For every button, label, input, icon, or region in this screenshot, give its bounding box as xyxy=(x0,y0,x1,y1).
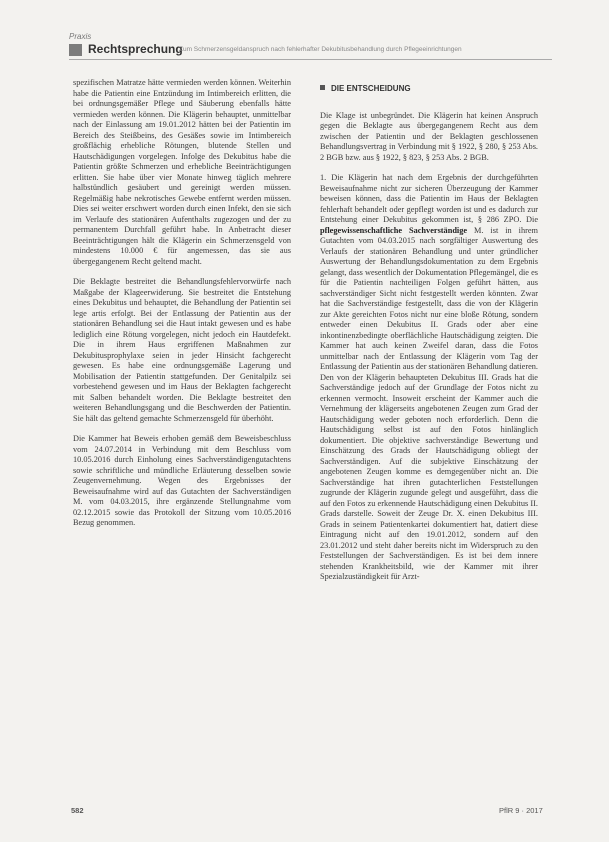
bold-term: pflegewissenschaftliche Sachverständige xyxy=(320,225,468,235)
paragraph-text: 1. Die Klägerin hat nach dem Ergebnis der durchgeführten Beweisaufnahme nicht zur sicheren Überzeugung der Kammer beweisen können, dass die Patientin im Haus der Beklagten fehlerhaft behandelt oder gepflegt worden ist und es dadurch zur Entstehung einer Dekubitus gekommen ist, § 286 ZPO. Die xyxy=(320,173,538,224)
square-bullet-icon xyxy=(320,85,325,90)
section-heading xyxy=(320,84,538,95)
section-heading-text: DIE ENTSCHEIDUNG xyxy=(331,84,411,93)
section-category: Praxis xyxy=(69,32,92,41)
paragraph xyxy=(320,173,538,583)
right-column xyxy=(320,78,538,593)
left-column xyxy=(73,78,291,539)
page-number: 582 xyxy=(71,806,84,815)
header-divider xyxy=(69,59,552,60)
issue-label: PflR 9 · 2017 xyxy=(499,806,543,815)
section-subtitle: Zum Schmerzensgeldanspruch nach fehlerhafter Dekubitusbehandlung durch Pflegeeinrichtungen xyxy=(179,46,462,53)
header-marker xyxy=(69,44,82,56)
paragraph: spezifischen Matratze hätte vermieden werden können. Weiterhin habe die Patientin eine Entzündung im Intimbereich erlitten, die bei ordnungsgemäßer Pflege und Säuberung ebenfalls hätte vermieden werden können. Die Klägerin behauptet, unmittelbar nach der Einlassung am 19.01.2012 hätten bei der Patientin im Bereich des Steißbeins, des Gesäßes sowie im Intimbereich großflächig erhebliche Rötungen, blutende Stellen und Hautschädigungen vorgelegen. Infolge des Dekubitus habe die Patientin größte Schmerzen und erhebliche Beeinträchtigungen erlitten. Sie habe über vier Monate hinweg täglich mehrere halbstündlich gesäubert und gereinigt werden müssen. Regelmäßig habe nekrotisches Gewebe entfernt werden müssen. Dies sei weiter erschwert worden durch einen Infekt, den sie sich im Verlaufe des stationären Aufenthalts zugezogen und der zu permanentem Durchfall geführt habe. In Anbetracht dieser Beeinträchtigungen hält die Klägerin ein Schmerzensgeld von mindestens 10.000 € für angemessen, das sie aus übergegangenem Recht geltend macht. xyxy=(73,78,291,266)
paragraph-text: M. ist in ihrem Gutachten vom 04.03.2015 nach sorgfältiger Auswertung des Verlaufs der stationären Behandlung und unter gründlicher Auswertung der Behandlungsdokumentation zu dem Ergebnis gelangt, dass wesentlich der Dokumentation Pflegemängel, die es für die Patientin nachteiligen Folgen geführt hätten, aus sachverständiger Sicht nicht festgestellt werden könnten. Zwar hat die Sachverständige festgestellt, dass die von der Klägerin zur Akte gereichten Fotos nicht nur eine bloße Rötung, sondern entweder einen Dekubitus II. Grads oder aber eine inkontinenzbedingte oberflächliche Hautschädigung zeigten. Die Kammer hat auch keinen Zweifel daran, dass die Fotos unmittelbar nach der Entlassung der Klägerin vom Tag der Entlassung der Patientin aus der stationären Behandlung datieren. Den von der Klägerin behaupteten Dekubitus III. Grads hat die Sachverständige jedoch auf der Grundlage der Fotos nicht zu erkennen vermocht. Insoweit erscheint der Kammer auch die Vernehmung der klägerseits angebotenen Zeugen zum Grad der Hautschädigung weder geboten noch erforderlich. Denn die Hautschädigung selbst ist auf den Fotos hinlänglich dokumentiert. Die objektive sachverständige Bewertung und Einschätzung des Grads der Hautschädigung obliegt der Sachverständigen. Auf die subjektive Einschätzung der angebotenen Zeugen komme es demgegenüber nicht an. Die Sachverständige hat ihren gutachterlichen Feststellungen zugrunde der Klägerin zugunde gelegt und ausgeführt, dass die auf den Fotos zu erkennende Hautschädigung einen Dekubitus II. Grads darstelle. Soweit der Zeuge Dr. X. einen Dekubitus III. Grads in seinem Patientenkartei dokumentiert hat, datiert diese Eintragung nicht auf den 19.01.2012, sondern auf den 23.01.2012 und steht daher bereits nicht im Widerspruch zu den Feststellungen der Sachverständigen. Es ist bei dem innere stehenden Krankheitsbild, wie der Kammer mit ihrer Spezialzuständigkeit für Arzt- xyxy=(320,225,538,581)
section-title: Rechtsprechung xyxy=(88,42,183,56)
paragraph: Die Klage ist unbegründet. Die Klägerin hat keinen Anspruch gegen die Beklagte aus übergegangenem Recht aus dem zwischen der Patientin und der Beklagten geschlossenen Behandlungsvertrag in Verbindung mit § 1922, § 280, § 253 Abs. 2 BGB bzw. aus § 1922, § 823, § 253 Abs. 2 BGB. xyxy=(320,110,538,162)
paragraph: Die Beklagte bestreitet die Behandlungsfehlervorwürfe nach Maßgabe der Klageerwiderung. Sie bestreitet die Entstehung eines Dekubitus und behauptet, die Behandlung der Patientin sei lege artis erfolgt. Bei der Entlassung der Patientin aus der stationären Behandlung sei die Haut intakt gewesen und es habe lediglich eine Rötung vorgelegen, nicht jedoch ein Hautdefekt. Die in ihrem Haus ergriffenen Maßnahmen zur Dekubitusprophylaxe seien in jeder Hinsicht fachgerecht gewesen. Es habe eine ordnungsgemäße Lagerung und Mobilisation der Patientin stattgefunden. Der Genitalpilz sei vorbestehend gewesen und im Haus der Beklagten fachgerecht mit Salben behandelt worden. Die Beklagte bestreitet den weiteren Behandlungsgang und die Beschwerden der Patientin. Sie hält das geltend gemachte Schmerzensgeld für überhöht. xyxy=(73,277,291,423)
paragraph: Die Kammer hat Beweis erhoben gemäß dem Beweisbeschluss vom 24.07.2014 in Verbindung mit dem Beschluss vom 10.05.2016 durch Einholung eines Sachverständigengutachtens sowie schriftliche und mündliche Erläuterung desselben sowie Zeugenvernehmung. Wegen des Ergebnisses der Beweisaufnahme wird auf das Gutachten der Sachverständigen M. vom 04.03.2015, ihre ergänzende Stellungnahme vom 02.12.2015 sowie das Protokoll der Sitzung vom 10.05.2016 Bezug genommen. xyxy=(73,434,291,527)
